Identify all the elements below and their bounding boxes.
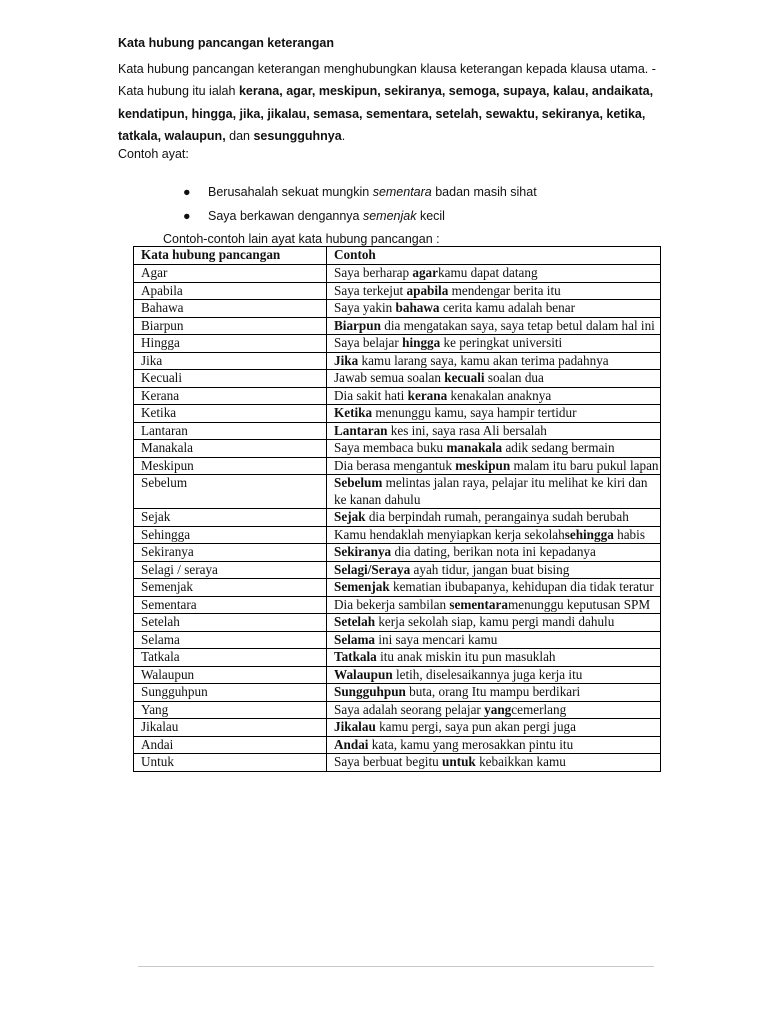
- bullet-italic-word: sementara: [372, 185, 432, 199]
- table-row: [134, 526, 661, 544]
- example-cell: [327, 561, 661, 579]
- example-text: dia mengatakan saya, saya tetap betul dalam hal ini: [380, 317, 655, 333]
- bullet-text: kecil: [416, 209, 445, 223]
- example-text: kematian ibubapanya, kehidupan dia tidak teratur: [389, 579, 654, 594]
- example-bold: bahawa: [395, 300, 440, 315]
- example-cell: [327, 282, 661, 300]
- example-text: cerita kamu adalah benar: [439, 300, 575, 315]
- example-bold: agar: [412, 265, 438, 280]
- conjunction-cell: Kerana: [134, 387, 327, 405]
- paragraph-segment-text: Kata hubung pancangan keterangan menghubungkan klausa keterangan kepada klausa utama. -Kata hubung itu ialah: [118, 62, 656, 99]
- column-header-example: Contoh: [327, 247, 661, 265]
- example-text: melintas jalan raya, pelajar itu melihat ke kiri dan ke kanan dahulu: [334, 475, 648, 507]
- table-body: [134, 265, 661, 772]
- table-row: [134, 317, 661, 335]
- paragraph-segment-bold: kerana, agar, meskipun, sekiranya, semoga, supaya, kalau, andaikata, kendatipun, hingga, jika, jikalau, semasa, sementara, setelah, sewaktu, sekiranya, ketika, tatkala, walaupun,: [118, 84, 654, 143]
- example-cell: [327, 405, 661, 423]
- conjunction-cell: Kecuali: [134, 370, 327, 388]
- example-bold: kecuali: [444, 370, 485, 385]
- page-footer-divider: [138, 966, 654, 967]
- example-text: Dia bekerja sambilan: [334, 596, 450, 612]
- example-text: adik sedang bermain: [502, 440, 615, 455]
- conjunction-cell: Andai: [134, 736, 327, 754]
- table-row: [134, 736, 661, 754]
- conjunction-cell: Jika: [134, 352, 327, 370]
- conjunction-cell: Ketika: [134, 405, 327, 423]
- conjunction-cell: Sementara: [134, 596, 327, 614]
- example-cell: [327, 579, 661, 597]
- example-text: ayah tidur, jangan buat bising: [410, 561, 570, 577]
- table-row: [134, 300, 661, 318]
- conjunction-cell: Semenjak: [134, 579, 327, 597]
- conjunction-cell: Sebelum: [134, 475, 327, 509]
- example-bold: Jikalau: [334, 719, 376, 734]
- example-cell: [327, 475, 661, 509]
- example-cell: [327, 649, 661, 667]
- example-cell: [327, 666, 661, 684]
- table-row: [134, 579, 661, 597]
- example-bold: sehingga: [564, 526, 614, 542]
- example-text: dia berpindah rumah, perangainya sudah berubah: [365, 509, 629, 524]
- example-bold: Jika: [334, 352, 359, 368]
- table-row: [134, 475, 661, 509]
- example-text: Dia sakit hati: [334, 387, 408, 403]
- example-bold: yang: [484, 701, 512, 717]
- conjunction-cell: Hingga: [134, 335, 327, 353]
- example-text: buta, orang Itu mampu berdikari: [405, 684, 581, 699]
- example-cell: [327, 387, 661, 405]
- example-bullet-list: [183, 183, 537, 231]
- example-text: Saya yakin: [334, 300, 396, 315]
- example-text: Saya berbuat begitu: [334, 754, 443, 769]
- example-text: cemerlang: [511, 701, 567, 717]
- example-cell: [327, 440, 661, 458]
- table-row: [134, 701, 661, 719]
- paragraph-segment-bold: sesungguhnya: [253, 128, 342, 143]
- conjunction-cell: Jikalau: [134, 719, 327, 737]
- example-bold: Sebelum: [334, 475, 383, 490]
- conjunction-cell: Sungguhpun: [134, 684, 327, 702]
- table-row: [134, 561, 661, 579]
- example-cell: [327, 754, 661, 772]
- example-bold: untuk: [442, 754, 476, 769]
- example-bullet-item: [183, 183, 537, 207]
- example-bold: Lantaran: [334, 422, 388, 438]
- conjunction-cell: Agar: [134, 265, 327, 283]
- table-row: [134, 440, 661, 458]
- conjunction-cell: Selama: [134, 631, 327, 649]
- example-cell: [327, 684, 661, 702]
- example-text: ini saya mencari kamu: [375, 631, 498, 647]
- example-text: kebaikkan kamu: [475, 754, 566, 769]
- example-bold: Selama: [334, 631, 376, 647]
- bullet-italic-word: semenjak: [362, 209, 417, 223]
- example-text: Kamu hendaklah menyiapkan kerja sekolah: [334, 526, 565, 542]
- example-text: Dia berasa mengantuk: [334, 457, 456, 473]
- example-text: kerja sekolah siap, kamu pergi mandi dahulu: [375, 614, 615, 629]
- example-bold: kerana: [407, 387, 448, 403]
- example-bold: Andai: [334, 736, 369, 752]
- table-row: [134, 614, 661, 632]
- bullet-text: Berusahalah sekuat mungkin: [208, 185, 373, 199]
- example-text: Jawab semua soalan: [334, 370, 445, 385]
- table-header-row: [134, 247, 661, 265]
- example-text: ke peringkat universiti: [440, 335, 563, 350]
- example-cell: [327, 719, 661, 737]
- example-text: malam itu baru pukul lapan: [510, 457, 659, 473]
- table-row: [134, 370, 661, 388]
- table-row: [134, 719, 661, 737]
- table-row: [134, 684, 661, 702]
- example-cell: [327, 509, 661, 527]
- table-intro: Contoh-contoh lain ayat kata hubung pancangan :: [163, 232, 440, 246]
- table-row: [134, 352, 661, 370]
- example-text: Saya belajar: [334, 335, 403, 350]
- example-label: Contoh ayat:: [118, 147, 189, 161]
- example-bold: Tatkala: [334, 649, 377, 664]
- conjunction-cell: Apabila: [134, 282, 327, 300]
- example-bold: Ketika: [334, 405, 373, 420]
- table-row: [134, 457, 661, 475]
- example-text: letih, diselesaikannya juga kerja itu: [392, 666, 583, 682]
- conjunction-table: [133, 246, 661, 772]
- example-text: kenakalan anaknya: [447, 387, 552, 403]
- example-text: menunggu kamu, saya hampir tertidur: [372, 405, 577, 420]
- example-bold: Sungguhpun: [334, 684, 406, 699]
- example-cell: [327, 335, 661, 353]
- example-bold: meskipun: [455, 457, 511, 473]
- conjunction-cell: Sehingga: [134, 526, 327, 544]
- example-cell: [327, 701, 661, 719]
- conjunction-cell: Tatkala: [134, 649, 327, 667]
- example-cell: [327, 317, 661, 335]
- example-bold: Setelah: [334, 614, 376, 629]
- example-text: kamu pergi, saya pun akan pergi juga: [375, 719, 576, 734]
- example-text: habis: [613, 526, 645, 542]
- example-text: menunggu keputusan SPM: [507, 596, 651, 612]
- example-bold: Sejak: [334, 509, 366, 524]
- table-row: [134, 666, 661, 684]
- bullet-icon: ●: [183, 209, 191, 223]
- table-row: [134, 335, 661, 353]
- section-heading: Kata hubung pancangan keterangan: [118, 36, 335, 50]
- conjunction-cell: Walaupun: [134, 666, 327, 684]
- conjunction-cell: Bahawa: [134, 300, 327, 318]
- example-cell: [327, 457, 661, 475]
- table-row: [134, 265, 661, 283]
- example-bold: sementara: [449, 596, 508, 612]
- example-text: dia dating, berikan nota ini kepadanya: [391, 544, 596, 559]
- example-text: Saya membaca buku: [334, 440, 447, 455]
- example-bold: Biarpun: [334, 317, 381, 333]
- example-bold: manakala: [446, 440, 503, 455]
- example-bold: Walaupun: [334, 666, 393, 682]
- conjunction-cell: Manakala: [134, 440, 327, 458]
- example-cell: [327, 736, 661, 754]
- example-text: Saya berharap: [334, 265, 413, 280]
- conjunction-cell: Selagi / seraya: [134, 561, 327, 579]
- table-row: [134, 422, 661, 440]
- table-row: [134, 544, 661, 562]
- conjunction-cell: Lantaran: [134, 422, 327, 440]
- conjunction-cell: Sekiranya: [134, 544, 327, 562]
- example-cell: [327, 370, 661, 388]
- conjunction-cell: Sejak: [134, 509, 327, 527]
- table-row: [134, 387, 661, 405]
- example-text: Saya terkejut: [334, 282, 407, 298]
- conjunction-cell: Biarpun: [134, 317, 327, 335]
- table-row: [134, 282, 661, 300]
- bullet-icon: ●: [183, 185, 191, 199]
- paragraph-segment-text: .: [341, 128, 346, 143]
- example-text: kata, kamu yang merosakkan pintu itu: [368, 736, 574, 752]
- intro-paragraph: [118, 58, 678, 147]
- example-text: soalan dua: [484, 370, 544, 385]
- example-cell: [327, 352, 661, 370]
- example-bold: Sekiranya: [334, 544, 392, 559]
- example-text: kes ini, saya rasa Ali bersalah: [387, 422, 547, 438]
- example-bold: Semenjak: [334, 579, 390, 594]
- column-header-conjunction: Kata hubung pancangan: [134, 247, 327, 265]
- paragraph-segment-text: dan: [225, 128, 254, 143]
- example-cell: [327, 526, 661, 544]
- example-text: itu anak miskin itu pun masuklah: [376, 649, 556, 664]
- table-row: [134, 596, 661, 614]
- example-bullet-item: [183, 207, 537, 231]
- conjunction-cell: Untuk: [134, 754, 327, 772]
- example-cell: [327, 300, 661, 318]
- bullet-text: Saya berkawan dengannya: [208, 209, 363, 223]
- example-cell: [327, 422, 661, 440]
- table-row: [134, 631, 661, 649]
- example-bold: Selagi/Seraya: [334, 561, 411, 577]
- conjunction-cell: Meskipun: [134, 457, 327, 475]
- example-cell: [327, 544, 661, 562]
- table-row: [134, 649, 661, 667]
- table-row: [134, 754, 661, 772]
- bullet-text: badan masih sihat: [431, 185, 537, 199]
- example-cell: [327, 596, 661, 614]
- conjunction-cell: Setelah: [134, 614, 327, 632]
- table-row: [134, 405, 661, 423]
- example-cell: [327, 614, 661, 632]
- example-cell: [327, 631, 661, 649]
- example-bold: hingga: [402, 335, 441, 350]
- table-row: [134, 509, 661, 527]
- example-cell: [327, 265, 661, 283]
- example-text: kamu dapat datang: [438, 265, 538, 280]
- example-text: Saya adalah seorang pelajar: [334, 701, 485, 717]
- example-text: mendengar berita itu: [448, 282, 561, 298]
- conjunction-cell: Yang: [134, 701, 327, 719]
- example-bold: apabila: [406, 282, 449, 298]
- example-text: kamu larang saya, kamu akan terima padahnya: [358, 352, 609, 368]
